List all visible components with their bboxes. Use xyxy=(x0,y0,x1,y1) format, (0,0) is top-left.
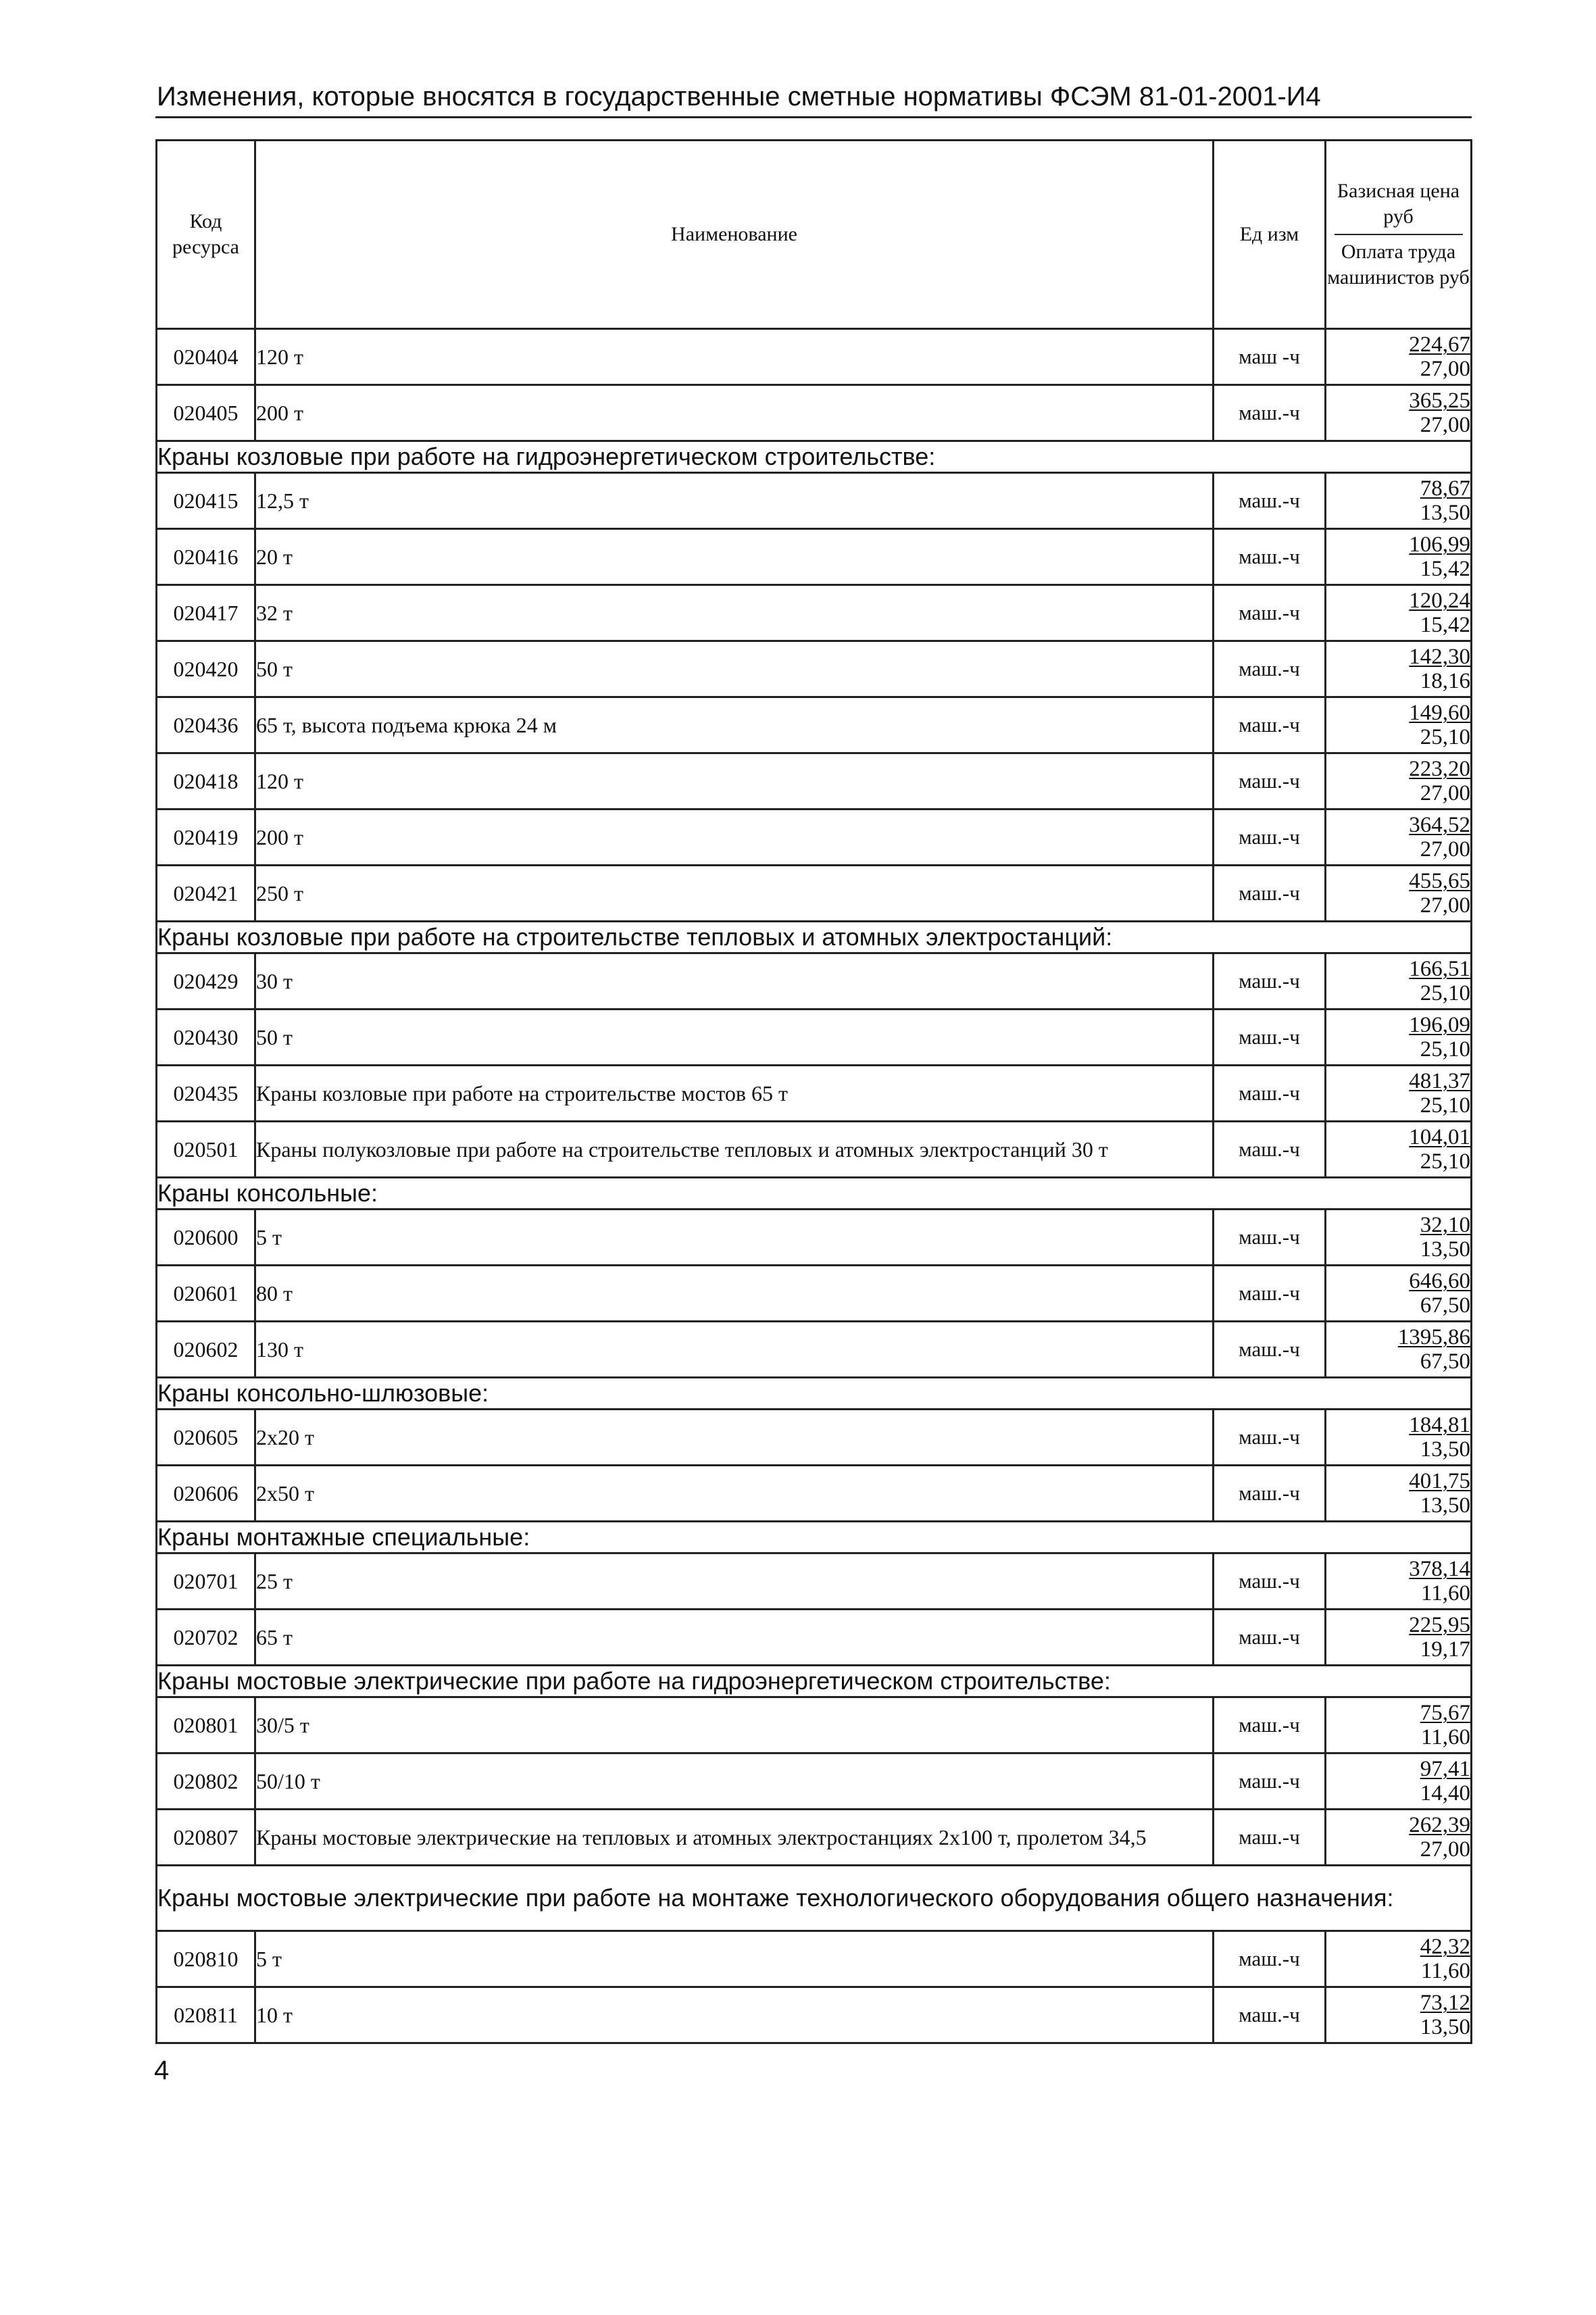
resource-code: 020404 xyxy=(157,329,255,385)
resource-name: Краны козловые при работе на строительстве мостов 65 т xyxy=(255,1066,1214,1122)
section-title: Краны монтажные специальные: xyxy=(157,1522,1472,1553)
section-title: Краны козловые при работе на гидроэнергетическом строительстве: xyxy=(157,441,1472,473)
price-cell xyxy=(1326,953,1472,1010)
operator-labor-price: 13,50 xyxy=(1420,1437,1470,1462)
price-cell xyxy=(1326,329,1472,385)
operator-labor-price: 27,00 xyxy=(1420,357,1470,381)
unit-of-measure: маш.-ч xyxy=(1214,1066,1326,1122)
section-title: Краны козловые при работе на строительстве тепловых и атомных электростанций: xyxy=(157,922,1472,953)
price-cell xyxy=(1326,810,1472,866)
resource-code: 020701 xyxy=(157,1553,255,1610)
operator-labor-price: 25,10 xyxy=(1420,981,1470,1005)
operator-labor-price: 13,50 xyxy=(1420,1493,1470,1518)
base-price: 646,60 xyxy=(1409,1269,1470,1293)
page-number: 4 xyxy=(154,2056,170,2085)
resource-code: 020602 xyxy=(157,1322,255,1378)
resource-name: 12,5 т xyxy=(255,473,1214,529)
table-row xyxy=(157,1987,1472,2043)
table-row xyxy=(157,1931,1472,1987)
base-price: 378,14 xyxy=(1409,1557,1470,1581)
table-row xyxy=(157,1466,1472,1522)
table-row xyxy=(157,697,1472,753)
operator-labor-price: 18,16 xyxy=(1420,669,1470,693)
table-row xyxy=(157,1066,1472,1122)
section-row xyxy=(157,1666,1472,1697)
resource-code: 020415 xyxy=(157,473,255,529)
unit-of-measure: маш.-ч xyxy=(1214,697,1326,753)
resource-name: 200 т xyxy=(255,385,1214,441)
unit-of-measure: маш.-ч xyxy=(1214,1931,1326,1987)
unit-of-measure: маш.-ч xyxy=(1214,1753,1326,1810)
operator-labor-price: 11,60 xyxy=(1420,1959,1470,1983)
resource-name: 130 т xyxy=(255,1322,1214,1378)
price-cell xyxy=(1326,1010,1472,1066)
unit-of-measure: маш.-ч xyxy=(1214,1553,1326,1610)
column-header-code: Код ресурса xyxy=(157,141,255,329)
table-row xyxy=(157,1122,1472,1178)
column-header-divider xyxy=(1335,234,1463,235)
unit-of-measure: маш.-ч xyxy=(1214,953,1326,1010)
section-row xyxy=(157,1866,1472,1931)
price-cell xyxy=(1326,529,1472,585)
resource-code: 020429 xyxy=(157,953,255,1010)
price-cell xyxy=(1326,1122,1472,1178)
unit-of-measure: маш.-ч xyxy=(1214,641,1326,697)
base-price: 184,81 xyxy=(1409,1413,1470,1437)
price-cell xyxy=(1326,1210,1472,1266)
unit-of-measure: маш.-ч xyxy=(1214,1322,1326,1378)
unit-of-measure: маш.-ч xyxy=(1214,1410,1326,1466)
unit-of-measure: маш.-ч xyxy=(1214,1122,1326,1178)
base-price: 262,39 xyxy=(1409,1813,1470,1837)
table-row xyxy=(157,1410,1472,1466)
price-cell xyxy=(1326,641,1472,697)
base-price: 73,12 xyxy=(1420,1991,1470,2015)
operator-labor-price: 11,60 xyxy=(1420,1581,1470,1605)
resource-name: 50/10 т xyxy=(255,1753,1214,1810)
unit-of-measure: маш.-ч xyxy=(1214,753,1326,810)
unit-of-measure: маш.-ч xyxy=(1214,1266,1326,1322)
table-row xyxy=(157,529,1472,585)
resource-name: 20 т xyxy=(255,529,1214,585)
table-row xyxy=(157,1697,1472,1753)
price-cell xyxy=(1326,1466,1472,1522)
base-price: 149,60 xyxy=(1409,701,1470,725)
price-cell xyxy=(1326,1553,1472,1610)
section-title: Краны консольные: xyxy=(157,1178,1472,1210)
resource-name: 2х50 т xyxy=(255,1466,1214,1522)
table-header-row xyxy=(157,141,1472,329)
table-row xyxy=(157,473,1472,529)
table-row xyxy=(157,641,1472,697)
column-header-unit: Ед изм xyxy=(1214,141,1326,329)
base-price: 196,09 xyxy=(1409,1013,1470,1037)
operator-labor-price: 13,50 xyxy=(1420,1237,1470,1262)
base-price: 142,30 xyxy=(1409,645,1470,669)
base-price: 78,67 xyxy=(1420,476,1470,501)
resource-name: 80 т xyxy=(255,1266,1214,1322)
resource-name: 30/5 т xyxy=(255,1697,1214,1753)
resource-code: 020416 xyxy=(157,529,255,585)
price-cell xyxy=(1326,1322,1472,1378)
resource-code: 020421 xyxy=(157,866,255,922)
resource-name: 30 т xyxy=(255,953,1214,1010)
unit-of-measure: маш.-ч xyxy=(1214,1010,1326,1066)
resource-code: 020601 xyxy=(157,1266,255,1322)
unit-of-measure: маш.-ч xyxy=(1214,1697,1326,1753)
operator-labor-price: 19,17 xyxy=(1420,1637,1470,1662)
table-row xyxy=(157,1210,1472,1266)
resource-code: 020801 xyxy=(157,1697,255,1753)
resource-code: 020702 xyxy=(157,1610,255,1666)
resource-name: 120 т xyxy=(255,753,1214,810)
base-price: 223,20 xyxy=(1409,757,1470,781)
price-cell xyxy=(1326,697,1472,753)
unit-of-measure: маш.-ч xyxy=(1214,1987,1326,2043)
unit-of-measure: маш.-ч xyxy=(1214,585,1326,641)
operator-labor-price: 11,60 xyxy=(1420,1725,1470,1749)
table-row xyxy=(157,753,1472,810)
resource-code: 020435 xyxy=(157,1066,255,1122)
price-cell xyxy=(1326,585,1472,641)
resource-code: 020810 xyxy=(157,1931,255,1987)
resource-code: 020418 xyxy=(157,753,255,810)
section-row xyxy=(157,1378,1472,1410)
base-price: 224,67 xyxy=(1409,332,1470,357)
column-header-name: Наименование xyxy=(255,141,1214,329)
operator-labor-price: 27,00 xyxy=(1420,893,1470,918)
base-price: 455,65 xyxy=(1409,869,1470,893)
unit-of-measure: маш.-ч xyxy=(1214,866,1326,922)
section-row xyxy=(157,441,1472,473)
resource-name: 2х20 т xyxy=(255,1410,1214,1466)
unit-of-measure: маш.-ч xyxy=(1214,810,1326,866)
resource-price-table xyxy=(155,139,1472,2044)
table-row xyxy=(157,1810,1472,1866)
operator-labor-price: 67,50 xyxy=(1420,1349,1470,1374)
price-cell xyxy=(1326,1697,1472,1753)
resource-code: 020605 xyxy=(157,1410,255,1466)
base-price: 225,95 xyxy=(1409,1613,1470,1637)
operator-labor-price: 13,50 xyxy=(1420,2015,1470,2039)
base-price: 364,52 xyxy=(1409,813,1470,837)
section-title: Краны мостовые электрические при работе на монтаже технологического оборудования общего назначения: xyxy=(157,1866,1472,1931)
resource-code: 020501 xyxy=(157,1122,255,1178)
resource-name: 50 т xyxy=(255,1010,1214,1066)
resource-name: 50 т xyxy=(255,641,1214,697)
resource-name: 10 т xyxy=(255,1987,1214,2043)
price-cell xyxy=(1326,1987,1472,2043)
price-cell xyxy=(1326,385,1472,441)
resource-code: 020600 xyxy=(157,1210,255,1266)
base-price: 1395,86 xyxy=(1397,1325,1470,1349)
section-row xyxy=(157,1178,1472,1210)
table-row xyxy=(157,1010,1472,1066)
base-price: 42,32 xyxy=(1420,1935,1470,1959)
resource-code: 020807 xyxy=(157,1810,255,1866)
price-cell xyxy=(1326,1266,1472,1322)
price-cell xyxy=(1326,1810,1472,1866)
base-price: 166,51 xyxy=(1409,957,1470,981)
unit-of-measure: маш.-ч xyxy=(1214,1810,1326,1866)
operator-labor-price: 27,00 xyxy=(1420,837,1470,862)
operator-labor-price: 25,10 xyxy=(1420,1093,1470,1118)
resource-code: 020430 xyxy=(157,1010,255,1066)
section-title: Краны мостовые электрические при работе на гидроэнергетическом строительстве: xyxy=(157,1666,1472,1697)
resource-name: Краны полукозловые при работе на строительстве тепловых и атомных электростанций 30 т xyxy=(255,1122,1214,1178)
resource-name: 5 т xyxy=(255,1931,1214,1987)
resource-name: 65 т xyxy=(255,1610,1214,1666)
resource-code: 020405 xyxy=(157,385,255,441)
table-row xyxy=(157,1266,1472,1322)
table-row xyxy=(157,1610,1472,1666)
unit-of-measure: маш.-ч xyxy=(1214,385,1326,441)
operator-labor-price: 25,10 xyxy=(1420,1037,1470,1062)
base-price: 481,37 xyxy=(1409,1069,1470,1093)
resource-code: 020436 xyxy=(157,697,255,753)
table-row xyxy=(157,1753,1472,1810)
resource-name: 32 т xyxy=(255,585,1214,641)
section-row xyxy=(157,1522,1472,1553)
price-cell xyxy=(1326,473,1472,529)
table-row xyxy=(157,585,1472,641)
section-title: Краны консольно-шлюзовые: xyxy=(157,1378,1472,1410)
operator-labor-price: 27,00 xyxy=(1420,413,1470,437)
operator-labor-price: 25,10 xyxy=(1420,1149,1470,1174)
price-cell xyxy=(1326,866,1472,922)
resource-name: 120 т xyxy=(255,329,1214,385)
operator-labor-price: 15,42 xyxy=(1420,557,1470,581)
unit-of-measure: маш.-ч xyxy=(1214,1466,1326,1522)
operator-labor-price: 15,42 xyxy=(1420,613,1470,637)
resource-code: 020420 xyxy=(157,641,255,697)
table-row xyxy=(157,1553,1472,1610)
base-price: 365,25 xyxy=(1409,389,1470,413)
resource-code: 020606 xyxy=(157,1466,255,1522)
base-price: 120,24 xyxy=(1409,589,1470,613)
resource-code: 020802 xyxy=(157,1753,255,1810)
resource-name: 5 т xyxy=(255,1210,1214,1266)
section-row xyxy=(157,922,1472,953)
operator-labor-price: 14,40 xyxy=(1420,1781,1470,1806)
price-cell xyxy=(1326,753,1472,810)
column-header-labor-price: Оплата труда машинистов руб xyxy=(1327,241,1470,289)
price-cell xyxy=(1326,1753,1472,1810)
column-header-base-price: Базисная цена руб xyxy=(1337,180,1460,228)
base-price: 97,41 xyxy=(1420,1757,1470,1781)
resource-name: Краны мостовые электрические на тепловых и атомных электростанциях 2х100 т, пролетом 34,5 xyxy=(255,1810,1214,1866)
unit-of-measure: маш.-ч xyxy=(1214,1210,1326,1266)
column-header-price xyxy=(1326,141,1472,329)
base-price: 401,75 xyxy=(1409,1469,1470,1493)
resource-code: 020811 xyxy=(157,1987,255,2043)
operator-labor-price: 25,10 xyxy=(1420,725,1470,749)
base-price: 104,01 xyxy=(1409,1125,1470,1149)
operator-labor-price: 27,00 xyxy=(1420,1837,1470,1862)
unit-of-measure: маш.-ч xyxy=(1214,1610,1326,1666)
unit-of-measure: маш.-ч xyxy=(1214,473,1326,529)
header-divider xyxy=(155,116,1472,118)
table-row xyxy=(157,953,1472,1010)
resource-name: 65 т, высота подъема крюка 24 м xyxy=(255,697,1214,753)
table-row xyxy=(157,385,1472,441)
resource-name: 25 т xyxy=(255,1553,1214,1610)
price-cell xyxy=(1326,1410,1472,1466)
resource-code: 020419 xyxy=(157,810,255,866)
unit-of-measure: маш.-ч xyxy=(1214,529,1326,585)
table-row xyxy=(157,329,1472,385)
operator-labor-price: 13,50 xyxy=(1420,501,1470,525)
resource-name: 250 т xyxy=(255,866,1214,922)
unit-of-measure: маш -ч xyxy=(1214,329,1326,385)
page-header-title: Изменения, которые вносятся в государственные сметные нормативы ФСЭМ 81-01-2001-И4 xyxy=(157,82,1321,111)
base-price: 106,99 xyxy=(1409,532,1470,557)
price-cell xyxy=(1326,1610,1472,1666)
operator-labor-price: 27,00 xyxy=(1420,781,1470,805)
price-cell xyxy=(1326,1931,1472,1987)
resource-code: 020417 xyxy=(157,585,255,641)
resource-name: 200 т xyxy=(255,810,1214,866)
operator-labor-price: 67,50 xyxy=(1420,1293,1470,1318)
base-price: 32,10 xyxy=(1420,1213,1470,1237)
price-cell xyxy=(1326,1066,1472,1122)
table-row xyxy=(157,810,1472,866)
table-row xyxy=(157,1322,1472,1378)
table-row xyxy=(157,866,1472,922)
base-price: 75,67 xyxy=(1420,1701,1470,1725)
